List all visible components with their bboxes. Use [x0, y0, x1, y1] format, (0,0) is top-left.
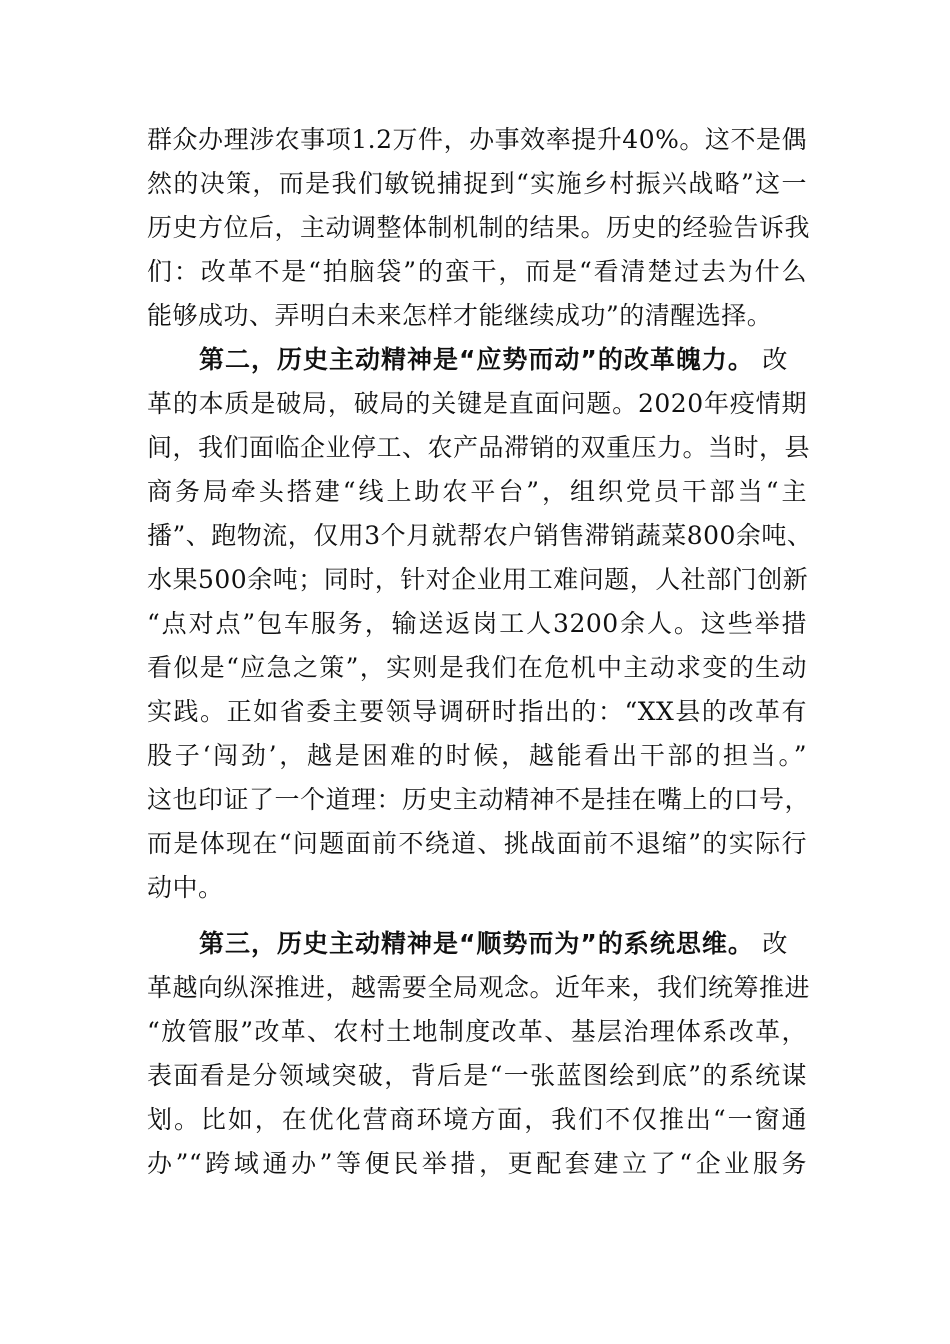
text-line: “放管服”改革、农村土地制度改革、基层治理体系改革，	[147, 1017, 807, 1046]
paragraph-1	[147, 118, 811, 338]
paragraph-2	[147, 338, 813, 910]
text-line: 革越向纵深推进，越需要全局观念。近年来，我们统筹推进	[147, 973, 811, 1002]
text-line: 表面看是分领域突破，背后是“一张蓝图绘到底”的系统谋	[147, 1061, 807, 1090]
text-line: 办”“跨域通办”等便民举措，更配套建立了“企业服务	[147, 1149, 807, 1178]
text-line: 播”、跑物流，仅用3个月就帮农户销售滞销蔬菜800余吨、	[147, 521, 813, 550]
text-line: 动中。	[147, 873, 224, 902]
document-page	[147, 118, 813, 1186]
text-line: 商务局牵头搭建“线上助农平台”，组织党员干部当“主	[147, 477, 807, 506]
text-line: 看似是“应急之策”，实则是我们在危机中主动求变的生动	[147, 653, 807, 682]
text-line: 们：改革不是“拍脑袋”的蛮干，而是“看清楚过去为什么	[147, 257, 807, 286]
paragraph-heading: 第三，历史主动精神是“顺势而为”的系统思维。	[199, 929, 754, 958]
paragraph-gap	[147, 910, 807, 922]
text-line: 划。比如，在优化营商环境方面，我们不仅推出“一窗通	[147, 1105, 807, 1134]
text-line: 股子‘闯劲’，越是困难的时候，越能看出干部的担当。”	[147, 741, 807, 770]
paragraph-3	[147, 922, 811, 1186]
text-line: 能够成功、弄明白未来怎样才能继续成功”的清醒选择。	[147, 301, 773, 330]
text-line: 实践。正如省委主要领导调研时指出的：“XX县的改革有	[147, 697, 807, 726]
text-line: “点对点”包车服务，输送返岗工人3200余人。这些举措	[147, 609, 807, 638]
text-line: 而是体现在“问题面前不绕道、挑战面前不退缩”的实际行	[147, 829, 807, 858]
text-fragment: 改	[753, 345, 788, 374]
text-fragment: 改	[753, 929, 788, 958]
text-line: 革的本质是破局，破局的关键是直面问题。2020年疫情期	[147, 389, 807, 418]
text-line: 群众办理涉农事项1.2万件，办事效率提升40%。这不是偶	[147, 125, 807, 154]
text-line: 水果500余吨；同时，针对企业用工难问题，人社部门创新	[147, 565, 809, 594]
paragraph-heading: 第二，历史主动精神是“应势而动”的改革魄力。	[199, 345, 754, 374]
text-line: 间，我们面临企业停工、农产品滞销的双重压力。当时，县	[147, 433, 811, 462]
text-line: 历史方位后，主动调整体制机制的结果。历史的经验告诉我	[147, 213, 811, 242]
text-line: 这也印证了一个道理：历史主动精神不是挂在嘴上的口号，	[147, 785, 811, 814]
text-line: 然的决策，而是我们敏锐捕捉到“实施乡村振兴战略”这一	[147, 169, 807, 198]
paragraph-lead-line	[147, 338, 807, 382]
paragraph-lead-line	[147, 922, 807, 966]
